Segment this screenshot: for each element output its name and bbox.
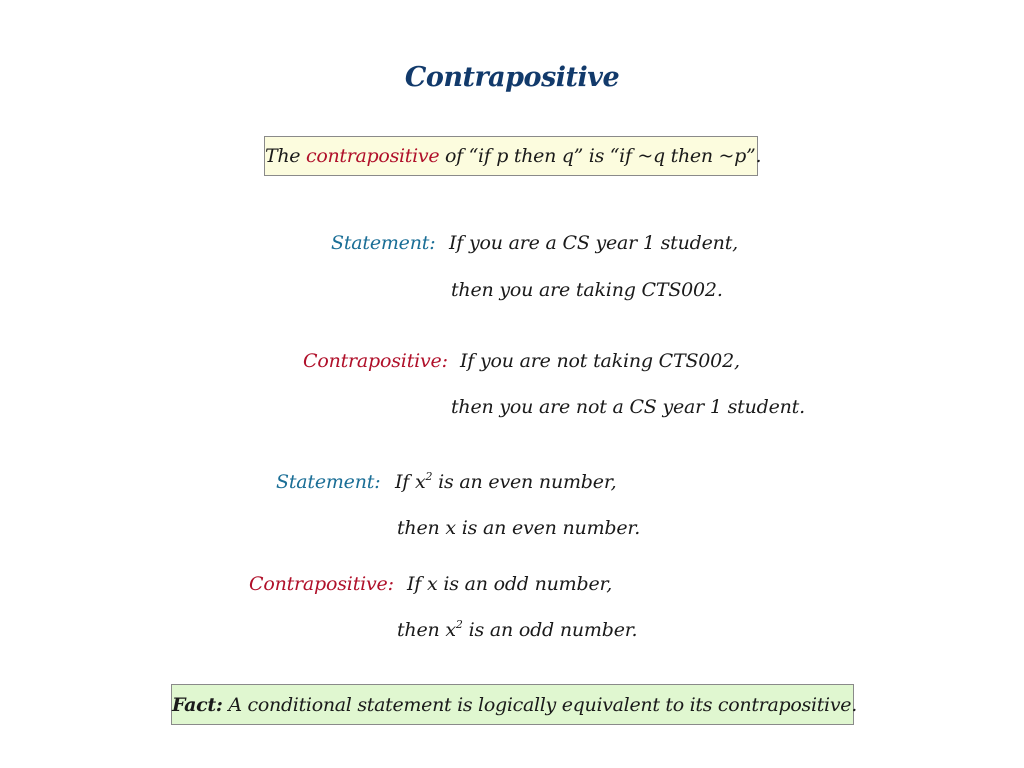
example1-contrapositive-line1: If you are not taking CTS002, [460,350,740,372]
example2-statement-line2: then x is an even number. [397,517,641,539]
example2-statement-line1-exp: 2 [425,470,433,483]
definition-suffix: of “if p then q” is “if ~q then ~p”. [439,145,762,167]
example1-contrapositive-label: Contrapositive: [303,350,448,372]
fact-box [171,684,857,725]
example1-statement-label: Statement: [331,232,436,254]
example2-statement-line1 [395,471,616,493]
example2-contrapositive-line2-post: is an odd number. [462,619,638,641]
example2-contrapositive-line2-pre: then x [397,619,456,641]
definition-term: contrapositive [306,145,440,167]
page-title: Contrapositive [404,62,620,93]
example2-contrapositive-line1: If x is an odd number, [407,573,613,595]
example2-statement-line1-pre: If x [395,471,426,493]
definition-box [264,136,762,176]
example1-statement-line1: If you are a CS year 1 student, [449,232,738,254]
fact-text: A conditional statement is logically equivalent to its contrapositive. [222,694,857,716]
example2-contrapositive-label: Contrapositive: [249,573,394,595]
example2-statement-label: Statement: [276,471,381,493]
definition-prefix: The [265,145,306,167]
example2-statement-line1-post: is an even number, [432,471,617,493]
fact-label: Fact: [172,694,223,716]
example2-contrapositive-line2 [397,619,637,641]
example1-statement-line2: then you are taking CTS002. [451,279,723,301]
example2-contrapositive-line2-exp: 2 [455,618,463,631]
example1-contrapositive-line2: then you are not a CS year 1 student. [451,396,805,418]
